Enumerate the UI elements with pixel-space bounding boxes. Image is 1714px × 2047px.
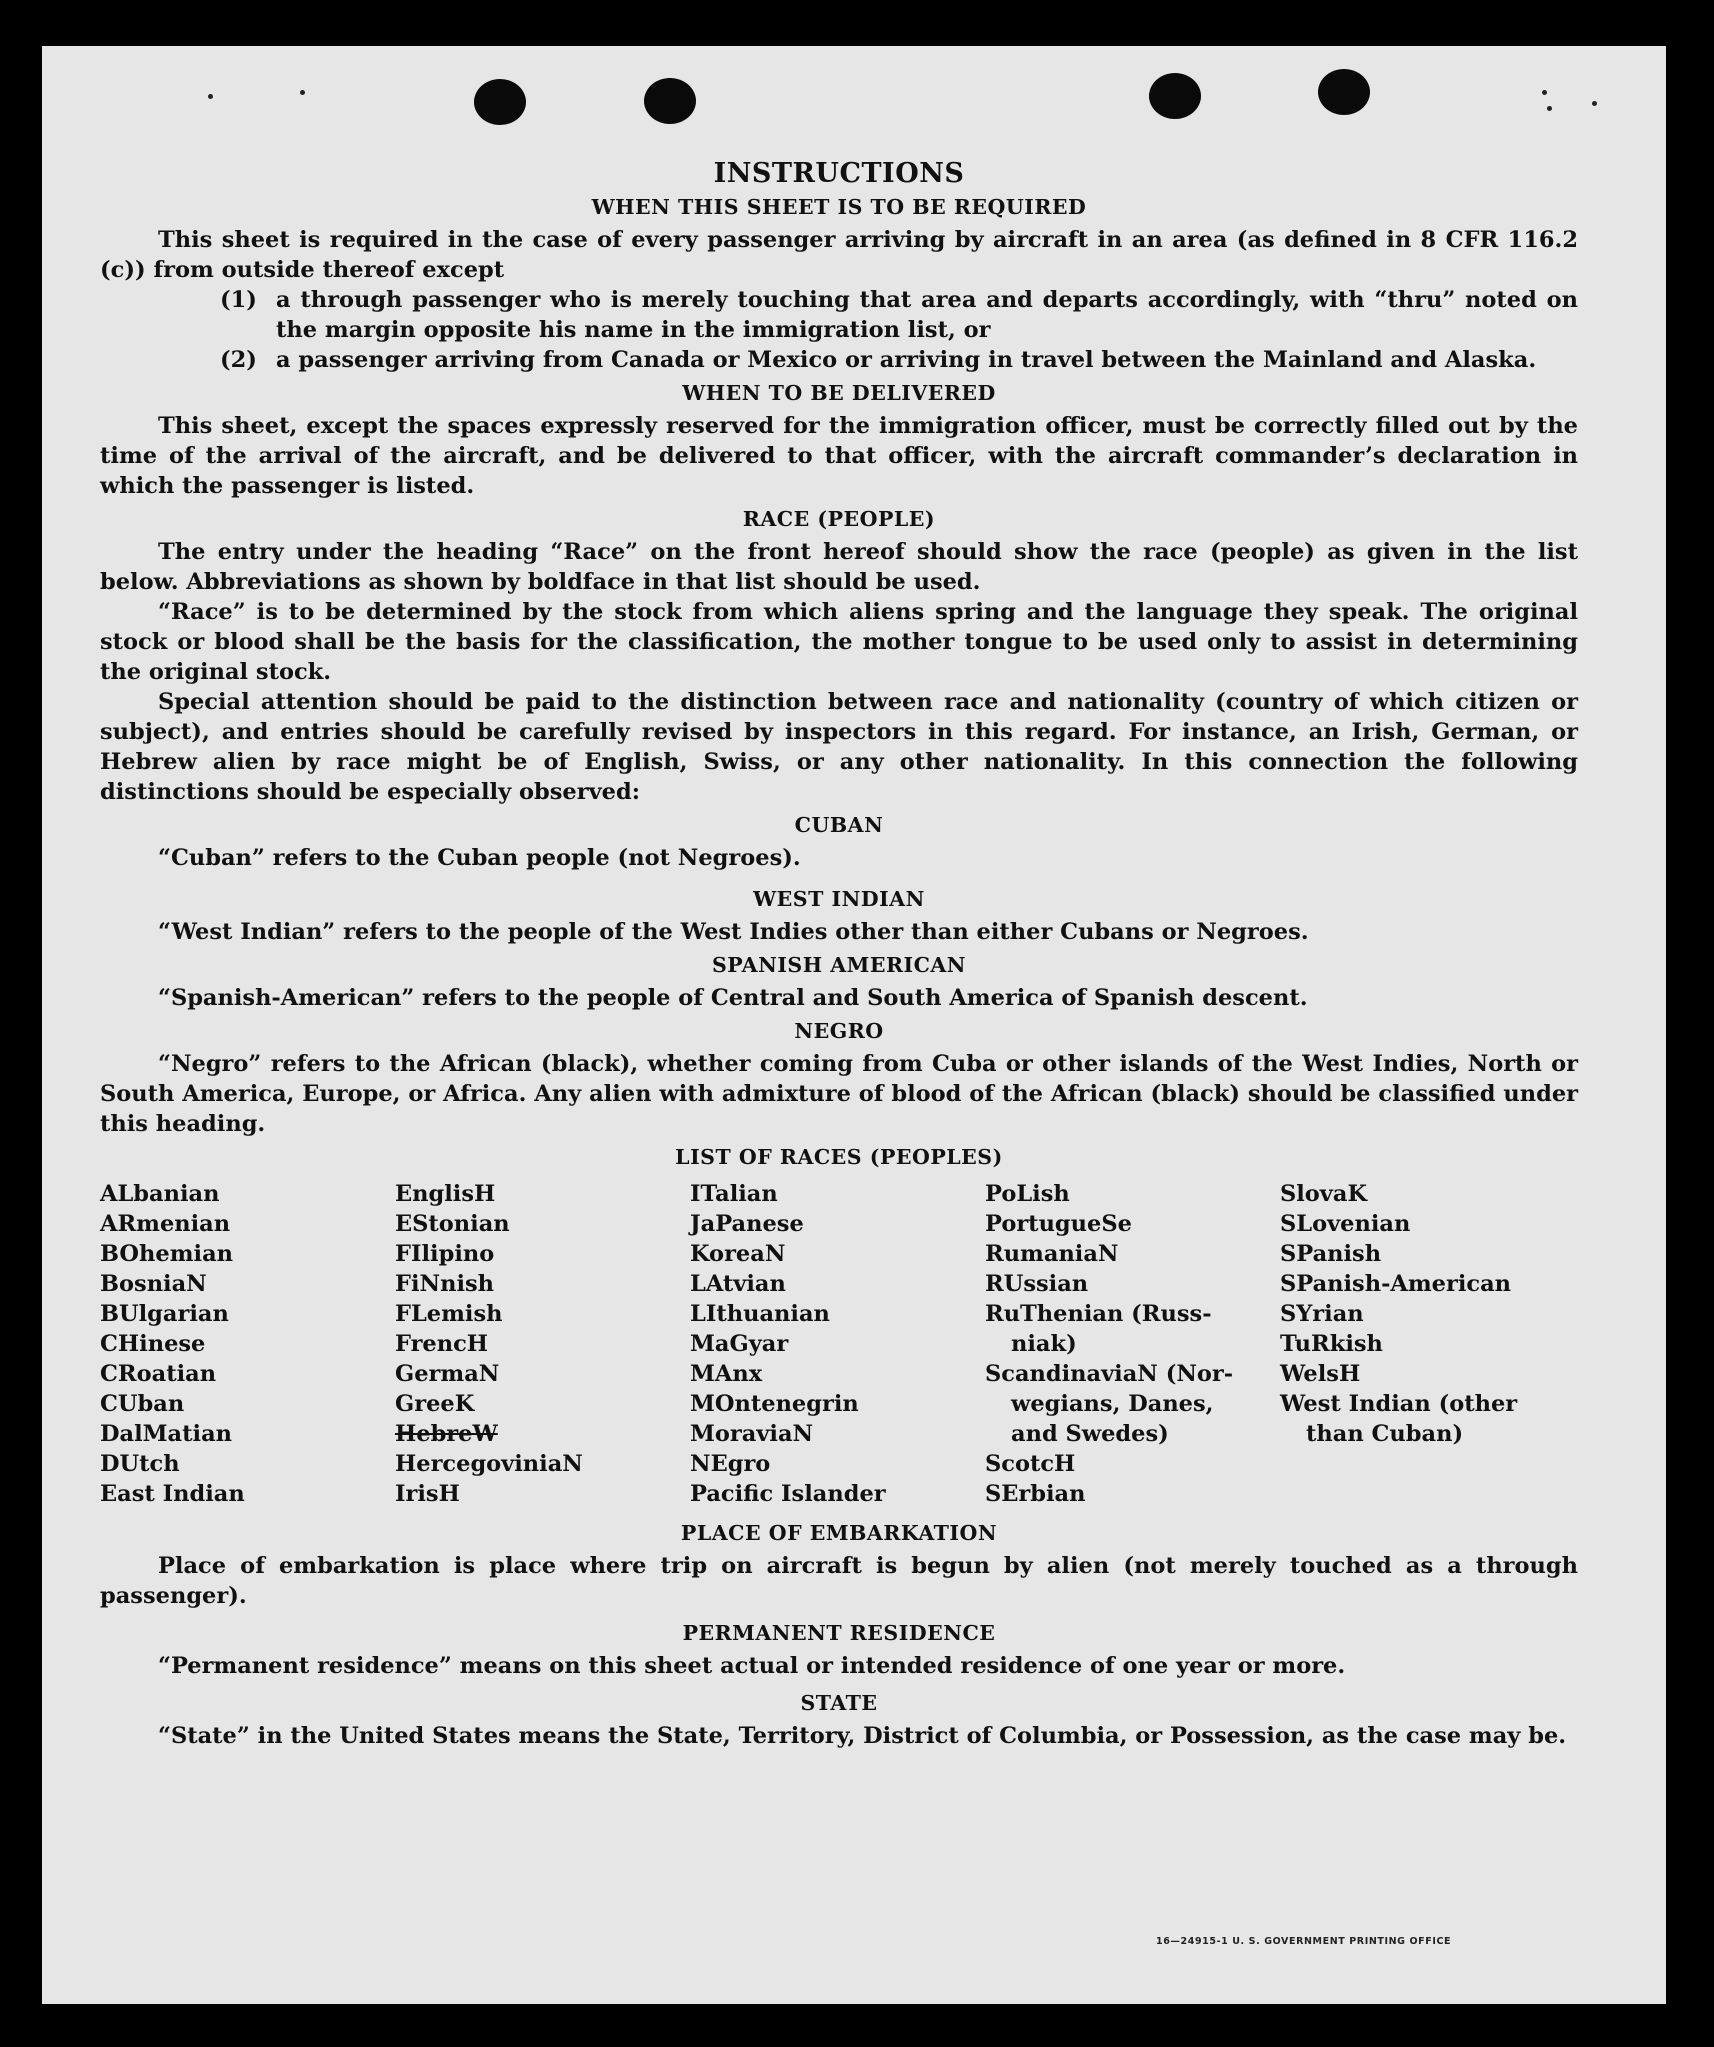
list-item — [100, 345, 1578, 375]
race-item: LIthuanian — [690, 1301, 830, 1327]
race-item: DUtch — [100, 1451, 180, 1477]
race-item: IrisH — [395, 1481, 460, 1507]
race-item: SPanish-American — [1280, 1271, 1512, 1297]
race-item: MAnx — [690, 1361, 763, 1387]
item-number: (1) — [220, 287, 257, 313]
item-text: a passenger arriving from Canada or Mexico or arriving in travel between the Mainland and Alaska. — [276, 347, 1537, 373]
race-item: Pacific Islander — [690, 1481, 886, 1507]
race-item: PoLish — [985, 1181, 1070, 1207]
race-item: FIlipino — [395, 1241, 495, 1267]
document-body — [100, 154, 1578, 1751]
race-item: RuThenian (Russ- — [985, 1301, 1212, 1327]
race-item: ScotcH — [985, 1451, 1076, 1477]
race-item: NEgro — [690, 1451, 771, 1477]
section-heading: SPANISH AMERICAN — [711, 953, 967, 977]
race-column — [1280, 1179, 1575, 1509]
paragraph: “Spanish-American” refers to the people of Central and South America of Spanish descent. — [158, 985, 1308, 1011]
race-item: HercegoviniaN — [395, 1451, 583, 1477]
race-item: RumaniaN — [985, 1241, 1119, 1267]
race-item: FLemish — [395, 1301, 503, 1327]
document-page — [42, 46, 1666, 2004]
race-item: BOhemian — [100, 1241, 234, 1267]
race-item: ITalian — [690, 1181, 778, 1207]
speck — [1592, 101, 1597, 106]
race-item: MOntenegrin — [690, 1391, 859, 1417]
race-item: LAtvian — [690, 1271, 786, 1297]
race-item: PortugueSe — [985, 1211, 1132, 1237]
race-item: GreeK — [395, 1391, 475, 1417]
page-title: INSTRUCTIONS — [713, 158, 965, 189]
race-item-continued: and Swedes) — [1011, 1421, 1169, 1447]
race-item: ALbanian — [100, 1181, 220, 1207]
item-number: (2) — [220, 347, 257, 373]
paragraph: “State” in the United States means the State, Territory, District of Columbia, or Possession, as the case may be. — [158, 1723, 1567, 1749]
race-item: KoreaN — [690, 1241, 786, 1267]
race-item: FiNnish — [395, 1271, 495, 1297]
race-item: EStonian — [395, 1211, 510, 1237]
section-heading: LIST OF RACES (PEOPLES) — [675, 1145, 1003, 1169]
section-heading: PERMANENT RESIDENCE — [682, 1621, 996, 1645]
punch-hole — [1318, 69, 1370, 115]
race-item: DalMatian — [100, 1421, 233, 1447]
speck — [300, 90, 305, 95]
race-item-continued: niak) — [1011, 1331, 1077, 1357]
section-heading: WHEN TO BE DELIVERED — [682, 381, 996, 405]
race-item: West Indian (other — [1280, 1391, 1518, 1417]
race-item: GermaN — [395, 1361, 500, 1387]
section-heading: NEGRO — [794, 1019, 884, 1043]
race-column — [985, 1179, 1280, 1509]
section-heading: STATE — [800, 1691, 878, 1715]
race-column — [100, 1179, 395, 1509]
paragraph: Place of embarkation is place where trip on aircraft is begun by alien (not merely touched as a through passenger). — [100, 1553, 1578, 1609]
race-item: EnglisH — [395, 1181, 496, 1207]
race-item: SLovenian — [1280, 1211, 1411, 1237]
paragraph: “West Indian” refers to the people of the West Indies other than either Cubans or Negroes. — [158, 919, 1309, 945]
race-item: BUlgarian — [100, 1301, 229, 1327]
race-item: CUban — [100, 1391, 185, 1417]
list-item — [100, 285, 1578, 345]
section-heading: CUBAN — [794, 813, 884, 837]
printing-office-code: 16—24915-1 U. S. GOVERNMENT PRINTING OFFICE — [1156, 1936, 1452, 1947]
section-heading: WHEN THIS SHEET IS TO BE REQUIRED — [591, 195, 1087, 219]
punch-hole — [644, 78, 696, 124]
paragraph: “Permanent residence” means on this sheet actual or intended residence of one year or more. — [158, 1653, 1346, 1679]
race-item: SlovaK — [1280, 1181, 1368, 1207]
speck — [1542, 90, 1547, 95]
punch-hole — [474, 79, 526, 125]
speck — [1547, 106, 1552, 111]
paragraph: This sheet is required in the case of every passenger arriving by aircraft in an area (as defined in 8 CFR 116.2 (c)) from outside thereof except — [100, 227, 1578, 283]
section-heading: PLACE OF EMBARKATION — [680, 1521, 998, 1545]
race-item: BosniaN — [100, 1271, 207, 1297]
race-item: ScandinaviaN (Nor- — [985, 1361, 1234, 1387]
speck — [208, 94, 213, 99]
race-item: MoraviaN — [690, 1421, 814, 1447]
paragraph: Special attention should be paid to the distinction between race and nationality (country of which citizen or subject), and entries should be carefully revised by inspectors in this regard. For instance, an Irish, German, or Hebrew alien by race might be of English, Swiss, or any other nationality. In this connection the following distinctions should be especially observed: — [100, 689, 1578, 805]
race-item: CHinese — [100, 1331, 206, 1357]
race-item: SYrian — [1280, 1301, 1364, 1327]
race-item-continued: than Cuban) — [1306, 1421, 1464, 1447]
item-text: a through passenger who is merely touching that area and departs accordingly, with “thru” noted on the margin opposite his name in the immigration list, or — [276, 287, 1578, 343]
punch-hole — [1149, 73, 1201, 119]
section-heading: RACE (PEOPLE) — [742, 507, 936, 531]
race-item-struck: HebreW — [395, 1421, 498, 1447]
paragraph: “Cuban” refers to the Cuban people (not Negroes). — [158, 845, 801, 871]
paragraph: “Negro” refers to the African (black), whether coming from Cuba or other islands of the West Indies, North or South America, Europe, or Africa. Any alien with admixture of blood of the African (black) should be classified under this heading. — [100, 1051, 1578, 1137]
paragraph: The entry under the heading “Race” on the front hereof should show the race (people) as given in the list below. Abbreviations as shown by boldface in that list should be used. — [100, 539, 1578, 595]
race-item: TuRkish — [1280, 1331, 1383, 1357]
race-column — [690, 1179, 985, 1509]
section-heading: WEST INDIAN — [753, 887, 925, 911]
race-item: JaPanese — [690, 1211, 804, 1237]
race-item: ARmenian — [100, 1211, 231, 1237]
race-item: SErbian — [985, 1481, 1086, 1507]
paragraph: “Race” is to be determined by the stock from which aliens spring and the language they speak. The original stock or blood shall be the basis for the classification, the mother tongue to be used only to assist in determining the original stock. — [100, 599, 1578, 685]
race-item: FrencH — [395, 1331, 489, 1357]
race-item: CRoatian — [100, 1361, 217, 1387]
race-column — [395, 1179, 690, 1509]
race-item-continued: wegians, Danes, — [1011, 1391, 1214, 1417]
race-item: East Indian — [100, 1481, 245, 1507]
race-item: WelsH — [1280, 1361, 1361, 1387]
race-item: SPanish — [1280, 1241, 1382, 1267]
race-item: RUssian — [985, 1271, 1089, 1297]
paragraph: This sheet, except the spaces expressly reserved for the immigration officer, must be correctly filled out by the time of the arrival of the aircraft, and be delivered to that officer, with the aircraft commander’s declaration in which the passenger is listed. — [100, 413, 1578, 499]
race-item: MaGyar — [690, 1331, 789, 1357]
race-list — [100, 1179, 1578, 1509]
